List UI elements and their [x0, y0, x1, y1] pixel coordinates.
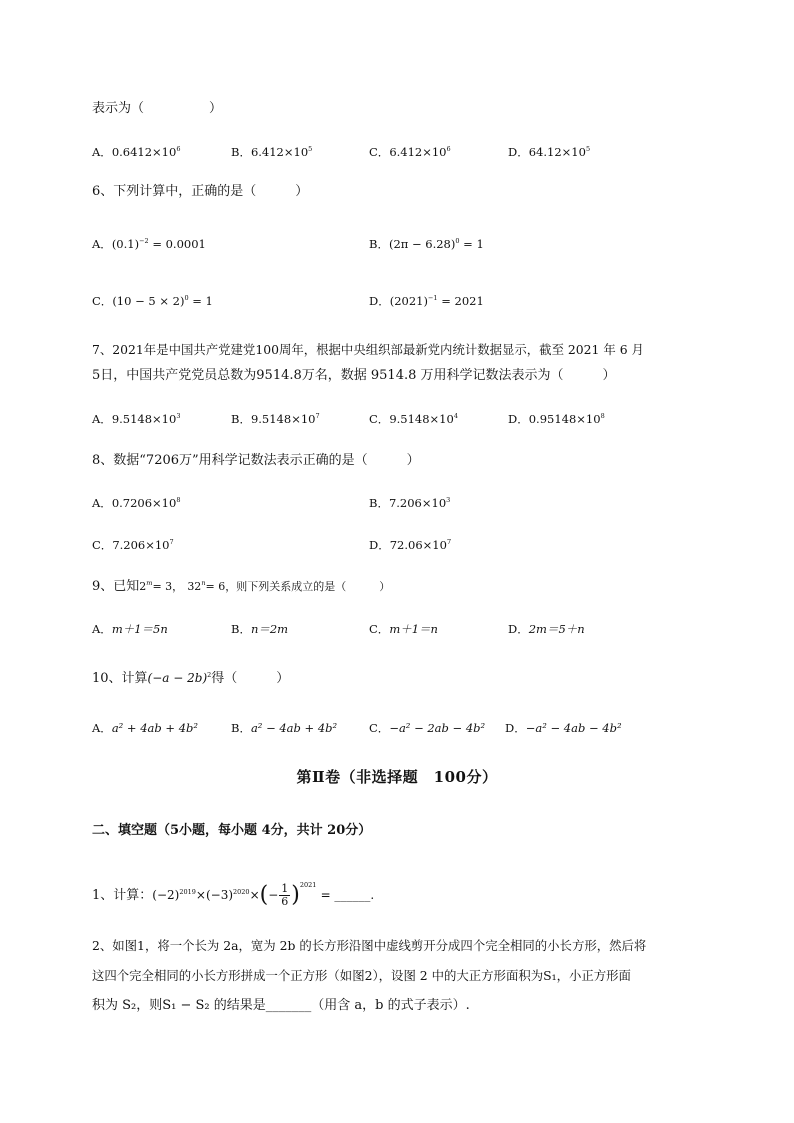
option-label: C．: [92, 294, 113, 308]
option-exp: 5: [585, 145, 591, 153]
option-exp: 5: [308, 145, 313, 153]
option-label: C．: [369, 145, 390, 159]
option-exp: 7: [169, 538, 174, 546]
option-expr: a² + 4ab + 4b²: [111, 721, 198, 735]
option-exp: 6: [446, 145, 451, 153]
q8-option-a[interactable]: [92, 495, 180, 511]
option-label: D．: [508, 145, 529, 159]
fill1-frac-sign: −: [268, 888, 279, 902]
option-exp: 8: [600, 412, 605, 420]
option-rhs: = 1: [463, 237, 484, 251]
q10-stem: [92, 669, 289, 688]
q9-option-b[interactable]: [231, 621, 288, 637]
q5-option-b[interactable]: [231, 144, 312, 160]
q5-stem-tail: 表示为（ ）: [92, 101, 223, 116]
q7-option-b[interactable]: [231, 411, 320, 427]
option-label: D．: [369, 294, 390, 308]
option-base: (2021): [389, 294, 428, 308]
q10-option-a[interactable]: [92, 720, 198, 736]
option-exp: 8: [176, 496, 181, 504]
q7-stem-line1: 7、2021年是中国共产党建党100周年，根据中央组织部最新党内统计数据显示，截至 2021 年 6 月: [92, 342, 644, 357]
option-label: D．: [369, 538, 390, 552]
fill1-exp3: 2021: [299, 881, 317, 889]
q9-stem: [92, 578, 390, 596]
q9-cond2-rhs: = 6，则下列关系成立的是（ ）: [205, 580, 391, 593]
fill1-term1: (−2): [152, 888, 180, 902]
option-label: B．: [231, 721, 251, 735]
q9-cond1-base: 2: [139, 580, 147, 593]
q10-exp: 2: [207, 671, 212, 679]
q9-cond1-exp: m: [146, 579, 153, 587]
fill2-question: [92, 931, 742, 1021]
fill1-left-paren: (: [259, 882, 269, 908]
q5-option-c[interactable]: [369, 144, 451, 160]
option-coef: 6.412×10: [250, 145, 309, 159]
option-expr: n＝2m: [250, 622, 289, 636]
option-label: C．: [92, 538, 113, 552]
q10-option-b[interactable]: [231, 720, 337, 736]
option-label: A．: [92, 721, 112, 735]
fraction-denominator: 6: [281, 895, 289, 908]
q10-base: (−a − 2b): [147, 671, 208, 685]
q7-option-c[interactable]: [369, 411, 458, 427]
option-base: (0.1): [111, 237, 140, 251]
option-rhs: = 1: [192, 294, 213, 308]
fill2-line3: 积为 S₂，则S₁ − S₂ 的结果是_______（用含 a，b 的式子表示）.: [92, 998, 470, 1013]
option-exp: −2: [139, 237, 149, 245]
option-rhs: = 0.0001: [152, 237, 206, 251]
option-label: B．: [369, 237, 389, 251]
q9-prefix: 9、已知: [92, 579, 140, 594]
q10-prefix: 10、计算: [92, 671, 148, 686]
option-coef: 9.5148×10: [111, 412, 177, 426]
option-expr: m＋1＝n: [389, 622, 438, 636]
section2-heading: 二、填空题（5小题，每小题 4分，共计 20分）: [92, 823, 372, 838]
option-exp: 0: [184, 294, 189, 302]
option-expr: a² − 4ab + 4b²: [250, 721, 338, 735]
q9-cond1-rhs: = 3，: [152, 580, 184, 593]
q6-option-c[interactable]: [92, 293, 213, 309]
option-coef: 0.95148×10: [528, 412, 601, 426]
fill1-right-paren: ): [291, 882, 300, 908]
option-label: A．: [92, 412, 112, 426]
option-label: A．: [92, 496, 112, 510]
option-coef: 7.206×10: [112, 538, 170, 552]
fill1-exp2: 2020: [233, 888, 250, 896]
q8-stem: 8、数据“7206万”用科学记数法表示正确的是（ ）: [92, 453, 420, 468]
fill1-term2: (−3): [205, 888, 234, 902]
q8-option-d[interactable]: [369, 537, 451, 553]
option-coef: 72.06×10: [389, 538, 447, 552]
option-exp: 0: [455, 237, 460, 245]
option-exp: 7: [446, 538, 452, 546]
q7-option-a[interactable]: [92, 411, 180, 427]
option-coef: 64.12×10: [528, 145, 586, 159]
option-coef: 0.7206×10: [111, 496, 177, 510]
q9-option-a[interactable]: [92, 621, 168, 637]
q5-option-d[interactable]: [508, 144, 590, 160]
option-coef: 7.206×10: [388, 496, 447, 510]
q10-suffix: 得（ ）: [211, 671, 290, 686]
fill1-tail: = ______.: [320, 888, 375, 902]
option-label: A．: [92, 237, 112, 251]
q6-option-a[interactable]: [92, 236, 206, 252]
option-label: B．: [231, 145, 251, 159]
q9-option-c[interactable]: [369, 621, 438, 637]
option-label: C．: [369, 721, 390, 735]
q8-option-c[interactable]: [92, 537, 174, 553]
option-expr: m＋1＝5n: [111, 622, 168, 636]
fill1-prefix: 1、计算：: [92, 888, 153, 903]
q7-option-d[interactable]: [508, 411, 605, 427]
q5-option-a[interactable]: [92, 144, 180, 160]
option-exp: 7: [315, 412, 320, 420]
option-label: C．: [369, 412, 390, 426]
option-coef: 0.6412×10: [111, 145, 177, 159]
option-exp: 4: [453, 412, 458, 420]
option-rhs: = 2021: [441, 294, 484, 308]
option-label: B．: [231, 622, 251, 636]
option-coef: 6.412×10: [389, 145, 447, 159]
option-label: A．: [92, 622, 112, 636]
fill2-line2: 这四个完全相同的小长方形拼成一个正方形（如图2），设图 2 中的大正方形面积为S₁，小正方形面: [92, 968, 631, 983]
q9-option-d[interactable]: [508, 621, 585, 637]
option-label: B．: [369, 496, 389, 510]
q6-option-d[interactable]: [369, 293, 484, 309]
q9-cond2-exp: n: [201, 579, 206, 587]
option-label: D．: [508, 412, 529, 426]
option-base: (2π − 6.28): [388, 237, 456, 251]
fill1-times2: ×: [249, 888, 260, 902]
q8-option-b[interactable]: [369, 495, 450, 511]
option-coef: 9.5148×10: [250, 412, 316, 426]
option-label: B．: [231, 412, 251, 426]
option-base: (10 − 5 × 2): [112, 294, 185, 308]
q6-option-b[interactable]: [369, 236, 484, 252]
fill1-times1: ×: [195, 888, 206, 902]
option-exp: 6: [176, 145, 181, 153]
option-expr: 2m＝5＋n: [528, 622, 585, 636]
fill1-question: [92, 875, 374, 915]
option-expr: −a² − 4ab − 4b²: [525, 721, 622, 735]
fill1-exp1: 2019: [179, 888, 196, 896]
q7-stem-line2: 5日，中国共产党党员总数为9514.8万名，数据 9514.8 万用科学记数法表示为（ ）: [92, 368, 616, 383]
option-label: D．: [508, 622, 529, 636]
option-exp: 3: [446, 496, 451, 504]
q10-option-c[interactable]: [369, 720, 485, 736]
part2-heading: 第Ⅱ卷（非选择题 100分）: [296, 768, 498, 786]
fraction-numerator: 1: [281, 882, 289, 895]
q6-stem: 6、下列计算中，正确的是（ ）: [92, 184, 309, 199]
q9-cond2-base: 32: [187, 580, 202, 593]
option-label: C．: [369, 622, 390, 636]
fill2-line1: 2、如图1，将一个长为 2a，宽为 2b 的长方形沿图中虚线剪开分成四个完全相同的小长方形，然后将: [92, 938, 647, 953]
option-expr: −a² − 2ab − 4b²: [389, 721, 486, 735]
option-coef: 9.5148×10: [389, 412, 454, 426]
q10-option-d[interactable]: [505, 720, 622, 736]
option-label: A．: [92, 145, 112, 159]
option-exp: −1: [427, 294, 438, 302]
fill1-fraction: [279, 883, 290, 908]
option-label: D．: [505, 721, 526, 735]
option-exp: 3: [176, 412, 181, 420]
